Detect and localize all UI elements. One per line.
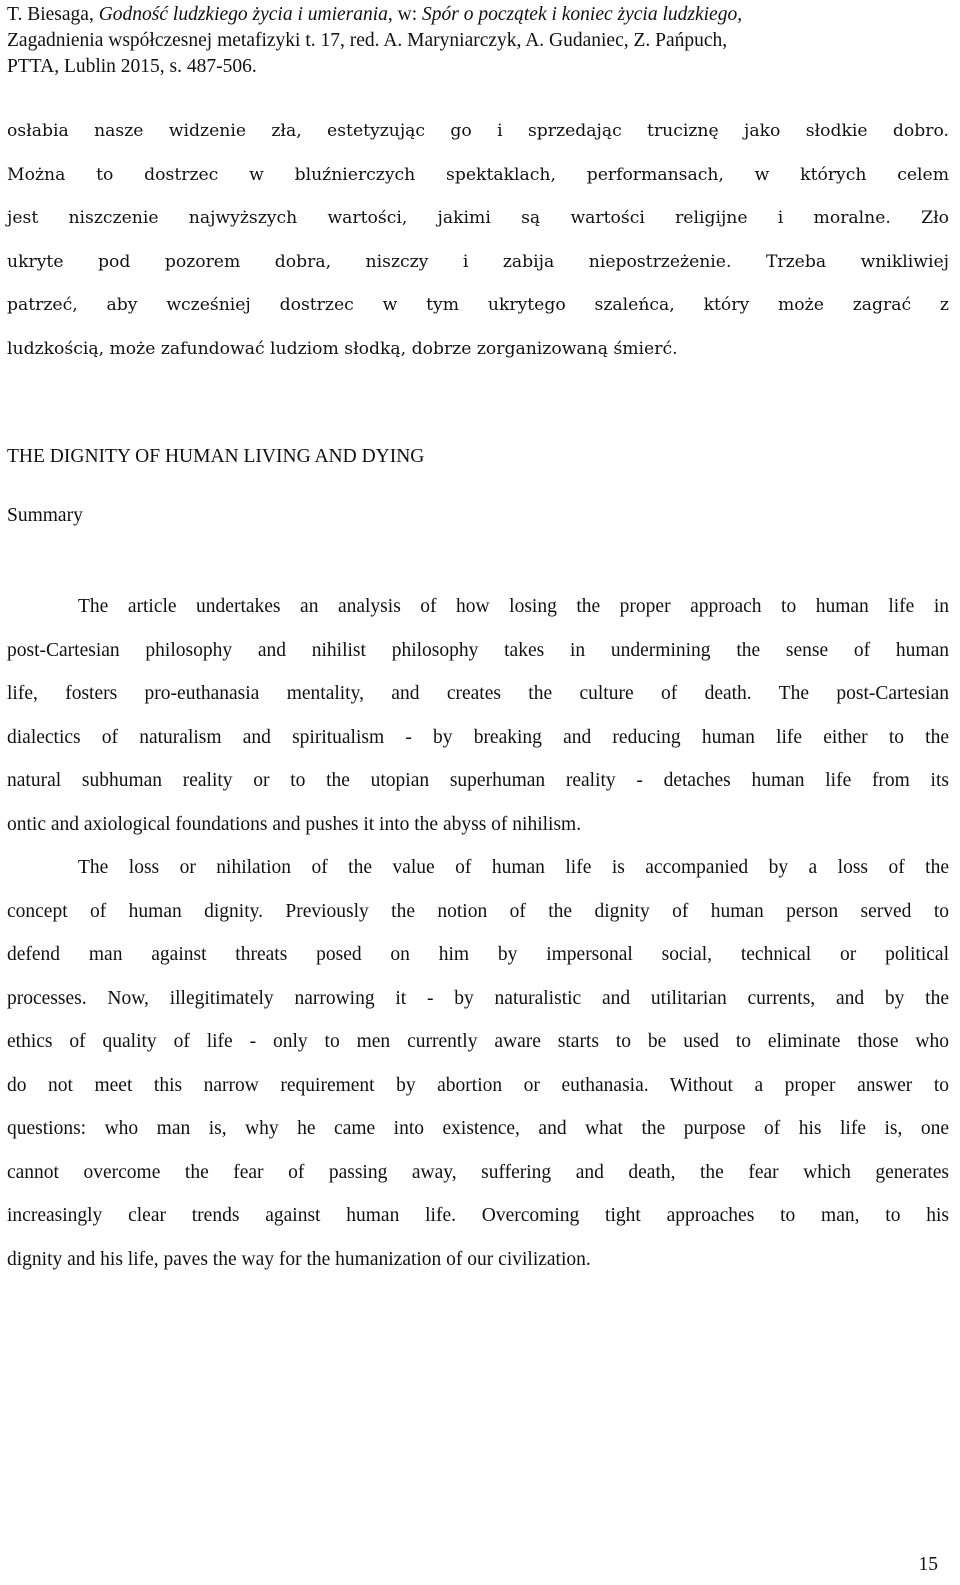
paragraph-line: jest niszczenie najwyższych wartości, jakimi są wartości religijne i moralne. Zło: [7, 208, 949, 228]
paragraph-line: natural subhuman reality or to the utopian superhuman reality - detaches human life from its: [7, 770, 949, 791]
paragraph-line: ludzkością, może zafundować ludziom słodką, dobrze zorganizowaną śmierć.: [7, 338, 678, 359]
polish-paragraph: [7, 110, 949, 371]
english-summary-body: [7, 585, 949, 1281]
paragraph-line: osłabia nasze widzenie zła, estetyzując go i sprzedając truciznę jako słodkie dobro.: [7, 121, 949, 141]
paragraph-line: processes. Now, illegitimately narrowing it - by naturalistic and utilitarian currents, and by the: [7, 987, 949, 1009]
paragraph-line: questions: who man is, why he came into existence, and what the purpose of his life is, one: [7, 1118, 949, 1139]
citation-line-1: T. Biesaga, Godność ludzkiego życia i umierania, w: Spór o początek i koniec życia ludzkiego,: [7, 4, 743, 25]
citation-line-3: PTTA, Lublin 2015, s. 487-506.: [7, 56, 257, 77]
english-title: THE DIGNITY OF HUMAN LIVING AND DYING: [7, 446, 425, 467]
paragraph-line: life, fosters pro-euthanasia mentality, and creates the culture of death. The post-Cartesian: [7, 683, 949, 704]
paragraph-line: cannot overcome the fear of passing away, suffering and death, the fear which generates: [7, 1161, 949, 1183]
paragraph-line: The loss or nihilation of the value of human life is accompanied by a loss of the: [78, 857, 949, 878]
paragraph-line: ethics of quality of life - only to men currently aware starts to be used to eliminate those who: [7, 1031, 949, 1052]
paragraph-line: dialectics of naturalism and spiritualism - by breaking and reducing human life either to the: [7, 726, 949, 748]
paragraph-line: The article undertakes an analysis of how losing the proper approach to human life in: [78, 596, 949, 617]
bibliographic-citation: [7, 2, 949, 80]
paragraph-line: post-Cartesian philosophy and nihilist philosophy takes in undermining the sense of human: [7, 639, 949, 661]
paragraph-line: defend man against threats posed on him by impersonal social, technical or political: [7, 944, 949, 965]
citation-line-2: Zagadnienia współczesnej metafizyki t. 17, red. A. Maryniarczyk, A. Gudaniec, Z. Pańpuch,: [7, 30, 728, 51]
paragraph-line: increasingly clear trends against human life. Overcoming tight approaches to man, to his: [7, 1205, 949, 1226]
paragraph-line: ontic and axiological foundations and pushes it into the abyss of nihilism.: [7, 813, 582, 835]
paragraph-line: do not meet this narrow requirement by abortion or euthanasia. Without a proper answer to: [7, 1074, 949, 1096]
page-number: 15: [918, 1554, 938, 1575]
paragraph-line: concept of human dignity. Previously the notion of the dignity of human person served to: [7, 900, 949, 922]
paragraph-line: Można to dostrzec w bluźnierczych spektaklach, performansach, w których celem: [7, 164, 949, 185]
paragraph-line: ukryte pod pozorem dobra, niszczy i zabija niepostrzeżenie. Trzeba wnikliwiej: [7, 251, 949, 272]
paragraph-line: patrzeć, aby wcześniej dostrzec w tym ukrytego szaleńca, który może zagrać z: [7, 295, 949, 315]
paragraph-line: dignity and his life, paves the way for the humanization of our civilization.: [7, 1248, 591, 1270]
summary-label: Summary: [7, 505, 83, 526]
